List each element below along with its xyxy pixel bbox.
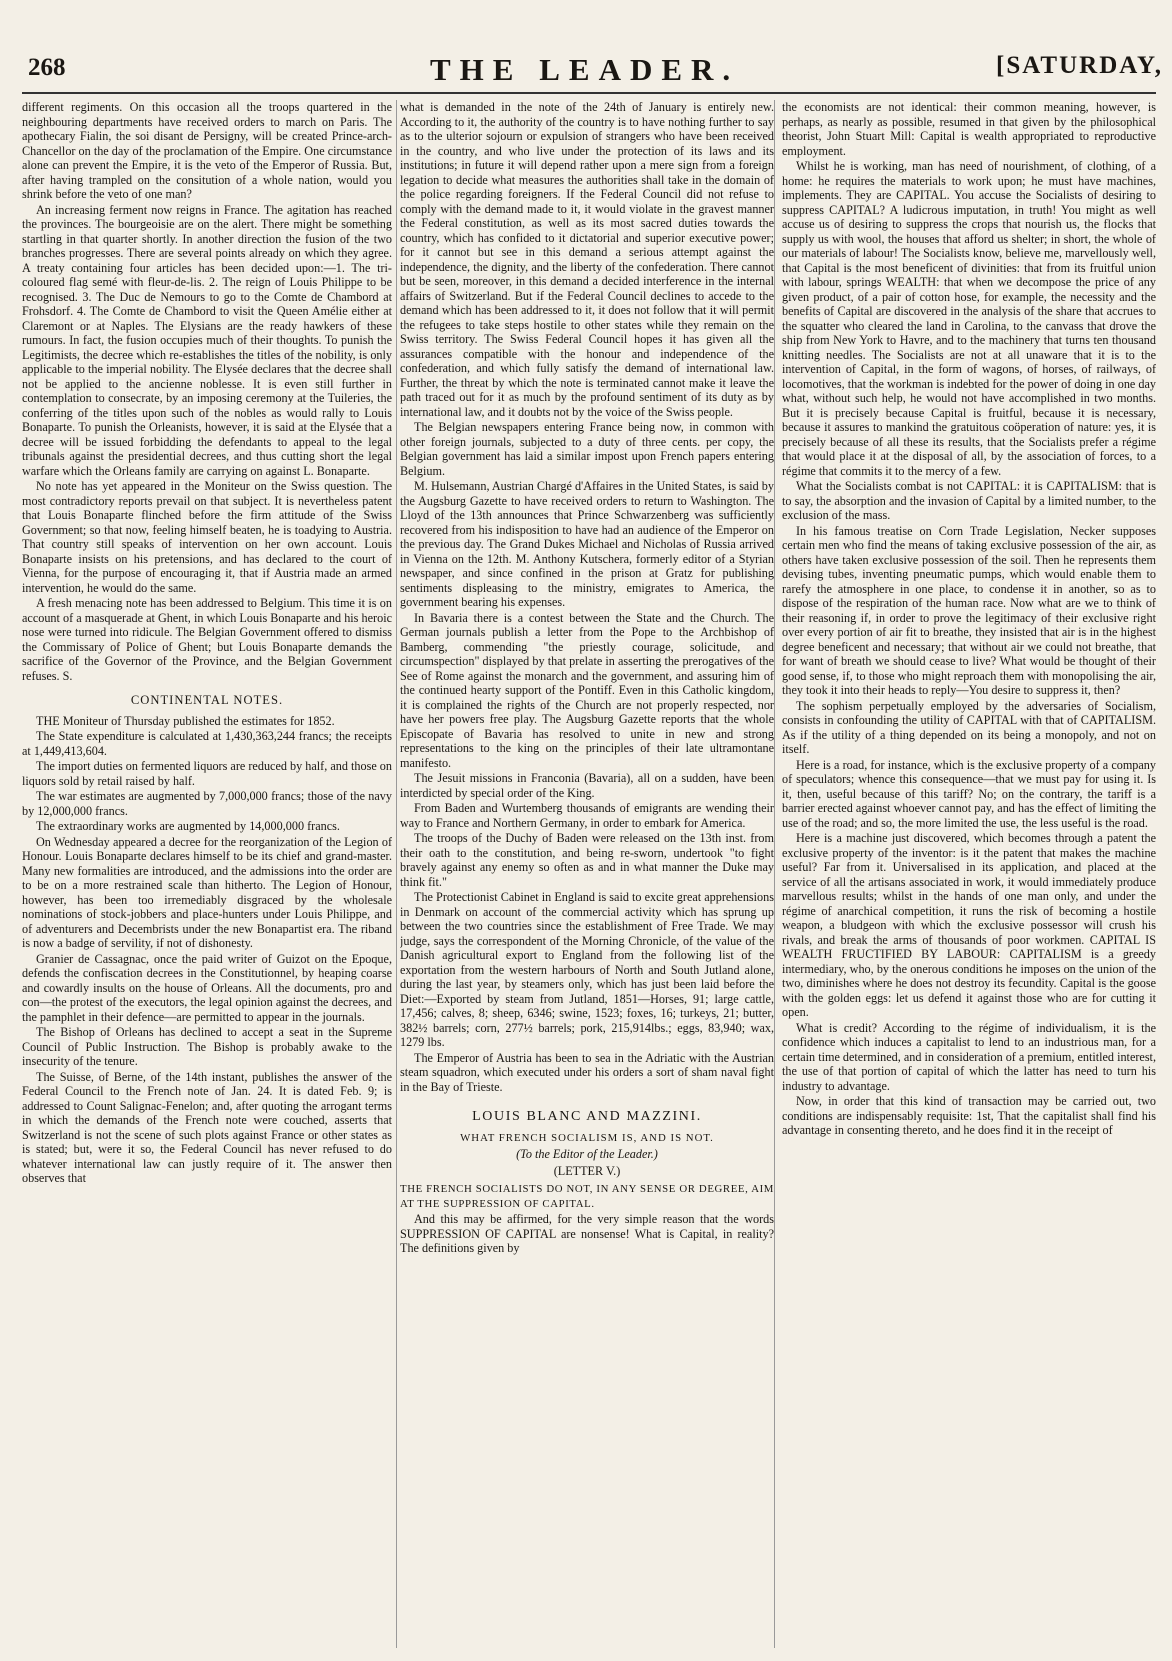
paragraph: The Protectionist Cabinet in England is said to excite great apprehensions in Denmark on account of the commercial activity which has sprung up between the two countries since the establishment of Free Trade. We may judge, says the correspondent of the Morning Chronicle, of the value of the Danish agricultural export to England from the following list of the exportation from the western harbours of North and South Jutland alone, during the last year, by steamers only, which has just been laid before the Diet:—Exported by steam from Jutland, 1851—Horses, 91; large cattle, 17,456; calves, 8; sheep, 6346; swine, 1523; foxes, 16; turkeys, 21; butter, 382½ barrels; corn, 277½ barrels; pork, 215,914lbs.; eggs, 83,940; wax, 1279 lbs. bbox=[400, 890, 774, 1049]
paragraph: An increasing ferment now reigns in France. The agitation has reached the provinces. The bourgeoisie are on the alert. There might be something startling in that quarter shortly. In another direction the fusion of the two branches progresses. There are several points already on which they agree. A treaty containing four articles has been decided upon:—1. The tri-coloured flag semé with fleur-de-lis. 2. The reign of Louis Philippe to be recognised. 3. The Duc de Nemours to go to the Comte de Chambord at Frohsdorf. 4. The Comte de Chambord to visit the Queen Amélie either at Claremont or at Naples. The Elysians are the ready hawkers of these rumours. In fact, the fusion occupies much of their thoughts. To punish the Legitimists, the decree which re-establishes the titles of the nobility, is only applicable to the imperial nobility. The Elysée declares that the decree shall not be applied to the ancienne noblesse. It is even still further in contemplation to consecrate, by an imposing ceremony at the Tuileries, the conferring of the titles upon such of the nobles as would rally to Louis Bonaparte. To punish the Orleanists, however, it is said at the Elysée that a decree will be issued forbidding the defendants to appeal to the legal tribunals against the presidential decrees, and thus cutting short the legal warfare which the Orleans family are carrying on against L. Bonaparte. bbox=[22, 202, 392, 478]
paragraph: The State expenditure is calculated at 1,430,363,244 francs; the receipts at 1,449,413,604. bbox=[22, 729, 392, 758]
article-heading: LOUIS BLANC AND MAZZINI. bbox=[472, 1109, 702, 1124]
paper-title: THE LEADER. bbox=[430, 52, 740, 87]
letter-number: (LETTER V.) bbox=[553, 1163, 621, 1178]
paragraph: Whilst he is working, man has need of nourishment, of clothing, of a home: he requires the materials to work upon; he must have machines, implements. They are CAPITAL. You accuse the Socialists of desiring to suppress CAPITAL? A ludicrous imputation, in truth! You might as well accuse us of desiring to suppress the crops that nourish us, the flocks that supply us with wool, the houses that afford us shelter; in short, the whole of our materials of labour! The Socialists know, believe me, marvellously well, that Capital is the most beneficent of divinities: that from its fruitful union with labour, springs WEALTH: that when we decompose the price of any given product, of a pair of cotton hose, for example, the necessity and the benefits of Capital are discovered in the analysis of the share that accrues to the squatter who cleared the land in Carolina, to the canvass that drove the ship from New York to Havre, and to the machinery that turns ten thousand knitting needles. The Socialists are not at all unaware that it is to the intervention of Capital, in the form of wagons, of horses, of railways, of locomotives, that the workman is indebted for the power of doing in one day what, without such help, he would not have accomplished in two months. But it is precisely because Capital is fruitful, because it is necessary, because it assures to mankind the gratuitous coöperation of nature: yes, it is precisely because of all these its results, that the Socialists prefer a régime that would place it at the disposal of all, by the association of forces, to a régime that commits it to the mercy of a few. bbox=[782, 159, 1156, 478]
paragraph: And this may be affirmed, for the very simple reason that the words SUPPRESSION OF CAPITAL are nonsense! What is Capital, in reality? The definitions given by bbox=[400, 1212, 774, 1255]
paragraph: The troops of the Duchy of Baden were released on the 13th inst. from their oath to the constitution, and being re-sworn, undertook "to fight bravely against any enemy so often as and in what manner the Duke may think fit." bbox=[400, 831, 774, 889]
day-label: [SATURDAY, bbox=[996, 52, 1164, 79]
paragraph: The war estimates are augmented by 7,000,000 francs; those of the navy by 12,000,000 francs. bbox=[22, 789, 392, 818]
header-rule bbox=[22, 92, 1156, 94]
paragraph: The import duties on fermented liquors are reduced by half, and those on liquors sold by retail raised by half. bbox=[22, 759, 392, 788]
paragraph: Granier de Cassagnac, once the paid writer of Guizot on the Epoque, defends the confiscation decrees in the Constitutionnel, by heaping coarse and cowardly insults on the house of Orleans. All the documents, pro and con—the protest of the executors, the legal opinion against the decrees, and the pamphlet in their defence—are permitted to appear in the journals. bbox=[22, 951, 392, 1024]
paragraph: Here is a road, for instance, which is the exclusive property of a company of speculators; whence this consequence—that we must pay for using it. Is it, then, useful because of this tariff? No; on the contrary, the tariff is a barrier erected against whoever cannot pay, and has the effect of limiting the use of the road; and so, the more limited the use, the less useful is the road. bbox=[782, 757, 1156, 830]
paragraph: The Bishop of Orleans has declined to accept a seat in the Supreme Council of Public Instruction. The Bishop is probably awake to the insecurity of the tenure. bbox=[22, 1025, 392, 1068]
paragraph: the economists are not identical: their common meaning, however, is perhaps, as nearly as possible, resumed in that given by the philosophical theorist, John Stuart Mill: Capital is wealth appropriated to reproductive employment. bbox=[782, 100, 1156, 158]
paragraph: From Baden and Wurtemberg thousands of emigrants are wending their way to France and Northern Germany, in order to embark for America. bbox=[400, 801, 774, 830]
column-3 bbox=[782, 100, 1156, 1648]
paragraph: The extraordinary works are augmented by 14,000,000 francs. bbox=[36, 819, 340, 833]
article-subheading: WHAT FRENCH SOCIALISM IS, AND IS NOT. bbox=[460, 1131, 714, 1144]
paragraph: What the Socialists combat is not CAPITAL: it is CAPITALISM: that is to say, the absorption and the invasion of Capital by a limited number, to the exclusion of the mass. bbox=[782, 479, 1156, 522]
article-columns bbox=[22, 100, 1156, 1648]
paragraph: Now, in order that this kind of transaction may be carried out, two conditions are indispensably requisite: 1st, That the capitalist shall find his advantage in consenting thereto, and he does find it in the receipt of bbox=[782, 1094, 1156, 1137]
to-editor-line: (To the Editor of the Leader.) bbox=[516, 1147, 658, 1161]
page-number: 268 bbox=[28, 54, 66, 81]
paragraph: In Bavaria there is a contest between the State and the Church. The German journals publish a letter from the Pope to the Archbishop of Bamberg, commending "the priestly courage, solicitude, and circumspection" displayed by that prelate in asserting the prerogatives of the See of Rome against the monarch and the government, and assuring him of the continued hearty support of the Pontiff. Even in this Catholic kingdom, it is complained the rights of the Church are not properly respected, nor have her powers free play. The Augsburg Gazette reports that the whole Episcopate of Bavaria has resolved to unite in new and strong representations to the king on the principles of their late ultramontane manifesto. bbox=[400, 610, 774, 770]
paragraph: Here is a machine just discovered, which becomes through a patent the exclusive property of the inventor: is it the patent that makes the machine useful? Far from it. Universalised in its application, and placed at the service of all the artisans associated in work, it would immediately produce marvellous results; whilst in the hands of one man only, and under the régime of anarchical competition, it runs the risk of becoming a hostile weapon, a bludgeon with which the exclusive possessor will crush his rivals, and break the arms of thousands of poor workmen. CAPITAL IS WEALTH FRUCTIFIED BY LABOUR: CAPITALISM is a greedy intermediary, who, by the onerous conditions he imposes on the union of the two, diminishes where he does not destroy its fecundity. Capital is the goose with the golden eggs: let us defend it against those who are for cutting it open. bbox=[782, 831, 1156, 1019]
paragraph: The sophism perpetually employed by the adversaries of Socialism, consists in confounding the utility of CAPITAL with that of CAPITALISM. As if the utility of a thing depended on its being a monopoly, and not on itself. bbox=[782, 698, 1156, 756]
section-heading: CONTINENTAL NOTES. bbox=[130, 693, 284, 707]
paragraph: The Suisse, of Berne, of the 14th instant, publishes the answer of the Federal Council to the French note of Jan. 24. It is dated Feb. 9; is addressed to Count Salignac-Fenelon; and, after quoting the arrogant terms in which the demands of the French note were couched, asserts that Switzerland is not the scene of such plots against France or other states as is stated; but, were it so, the Federal Council has never refused to do whatever international law can justly require of it. The answer then observes that bbox=[22, 1069, 392, 1185]
paragraph: different regiments. On this occasion all the troops quartered in the neighbouring departments have received orders to march on Paris. The apothecary Fialin, the soi disant de Persigny, will be created Prince-arch-Chancellor on the day of the proclamation of the Empire. One circumstance alone can prevent the Empire, it is the veto of the Emperor of Russia. But, after having trampled on the consitution of a whole nation, would you shrink before the veto of one man? bbox=[22, 100, 392, 201]
paragraph: On Wednesday appeared a decree for the reorganization of the Legion of Honour. Louis Bonaparte declares himself to be its chief and grand-master. Many new formalities are introduced, and the admissions into the order are to be on a more restrained scale than hitherto. The Legion of Honour, however, has been too irremediably disgraced by the wholesale nominations of stock-jobbers and place-hunters under Louis Philippe, and of adventurers and Decembrists under the new Bonapartist era. The riband is now a badge of servility, if not of dishonesty. bbox=[22, 834, 392, 950]
masthead bbox=[0, 0, 1172, 106]
paragraph: What is credit? According to the régime of individualism, it is the confidence which induces a capitalist to lend to an industrious man, for a certain time determined, and in consideration of a premium, entitled interest, the use of that portion of capital of which the latter has need to turn his industry to advantage. bbox=[782, 1020, 1156, 1093]
paragraph: The Emperor of Austria has been to sea in the Adriatic with the Austrian steam squadron, which executed under his orders a sort of sham naval fight in the Bay of Trieste. bbox=[400, 1050, 774, 1094]
paragraph: THE FRENCH SOCIALISTS DO NOT, IN ANY SENSE OR DEGREE, AIM AT THE SUPPRESSION OF CAPITAL. bbox=[400, 1183, 774, 1210]
paragraph: M. Hulsemann, Austrian Chargé d'Affaires in the United States, is said by the Augsburg Gazette to have received orders to return to Washington. The Lloyd of the 13th announces that Prince Schwarzenberg was sufficiently recovered from his indisposition to have had an audience of the Emperor on the previous day. The Grand Dukes Michael and Nicholas of Russia arrived in Vienna on the 12th. M. Anthony Kutschera, formerly editor of a Styrian newspaper, and since confined in the prison at Gratz for publishing sentiments displeasing to the ministry, emigrates to America, the government bearing his expenses. bbox=[400, 479, 774, 609]
paragraph: A fresh menacing note has been addressed to Belgium. This time it is on account of a masquerade at Ghent, in which Louis Bonaparte and his heroic nose were turned into ridicule. The Belgian Government offered to dismiss the Commissary of Police of Ghent; but Louis Bonaparte demands the sacrifice of the Governor of the Province, and the Belgian Government refuses. S. bbox=[22, 596, 392, 683]
paragraph: The Belgian newspapers entering France being now, in common with other foreign journals, subjected to a duty of three cents. per copy, the Belgian government has laid a similar impost upon French papers entering Belgium. bbox=[400, 420, 774, 478]
paragraph: No note has yet appeared in the Moniteur on the Swiss question. The most contradictory reports prevail on that subject. It is nevertheless patent that Louis Bonaparte flinched before the firm attitude of the Swiss Government; so that now, feeling himself beaten, he is toadying to Austria. That country still speaks of intervention on her own account. Louis Bonaparte insists on his pretensions, and has declared to the court of Vienna, for the purpose of encouraging it, that if Austria made an armed intervention, he would do the same. bbox=[22, 479, 392, 595]
column-1 bbox=[22, 100, 392, 1648]
paragraph: The Jesuit missions in Franconia (Bavaria), all on a sudden, have been interdicted by special order of the King. bbox=[400, 771, 774, 800]
paragraph: what is demanded in the note of the 24th of January is entirely new. According to it, the authority of the country is to have nothing further to say as to the ulterior sojourn or expulsion of strangers who have been received in the country, and who live under the protection of its laws and its institutions; in future it will depend rather upon a mere sign from a foreign legation to decide what measures the authorities shall take in the domain of the police regarding foreigners. If the Federal Council did not refuse to comply with the demand made to it, it would violate in the gravest manner the Federal constitution, as well as its most sacred duties towards the country, which has confided to it dictatorial and superior executive power; for it cannot but see in this demand a serious attempt against the independence, the dignity, and the liberty of the confederation. There cannot but be seen, moreover, in this demand a decided interference in the internal affairs of Switzerland. But if the Federal Council declines to accede to the demand which has been addressed to it, it does not follow that it will permit the refugees to take steps hostile to other states while they remain on the Swiss territory. The Swiss Federal Council hopes it has given all the assurances compatible with the honour and independence of the confederation, and which fully satisfy the demand of international law. Further, the threat by which the note is terminated cannot make it leave the path traced out for it as much by the profound sentiment of its duty as by international law, and it doubts not by the voice of the Swiss people. bbox=[400, 100, 774, 419]
paragraph: In his famous treatise on Corn Trade Legislation, Necker supposes certain men who find the means of taking exclusive possession of the air, as others have taken exclusive possession of the soil. Then he represents them devising tubes, inventing pneumatic pumps, which would enable them to rarefy the atmosphere in one place, to condense it in another, so as to dispose of the respiration of the human race. Now what are we to think of their reasoning if, in order to prove the legitimacy of their exclusive right over every portion of air fit to breathe, they insisted that air is in the highest degree beneficent and necessary; that without air we could not breathe, that for want of breath we should cease to live? What would be thought of their good sense, if, to those who might reproach them with monopolising the air, they took it into their heads to reply—You desire to suppress it, then? bbox=[782, 523, 1156, 697]
paragraph: THE Moniteur of Thursday published the estimates for 1852. bbox=[36, 713, 335, 728]
column-2 bbox=[400, 100, 774, 1648]
